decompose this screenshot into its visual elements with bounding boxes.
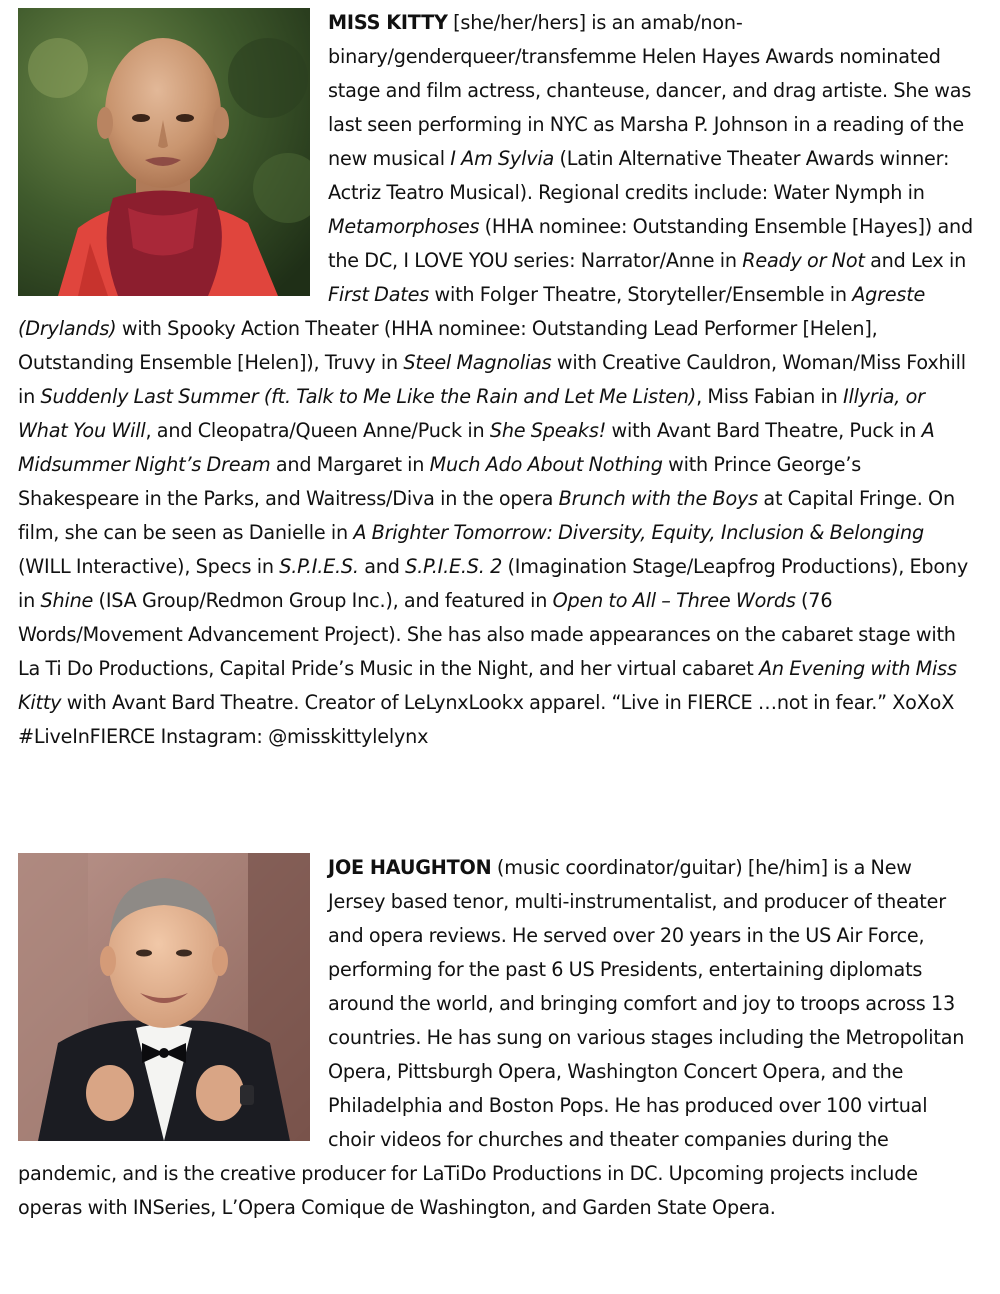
headshot-joe-haughton (18, 853, 310, 1141)
bio-text-miss-kitty: MISS KITTY [she/her/hers] is an amab/non-binary/genderqueer/transfemme Helen Hayes Awards nominated stage and film actress, chanteuse, dancer, and drag artiste. She was last seen performing in NYC as Marsha P. Johnson in a reading of the new musical I Am Sylvia (Latin Alternative Theater Awards winner: Actriz Teatro Musical). Regional credits include: Water Nymph in Metamorphoses (HHA nominee: Outstanding Ensemble [Hayes]) and the DC, I LOVE YOU series: Narrator/Anne in Ready or Not and Lex in First Dates with Folger Theatre, Storyteller/Ensemble in Agreste (Drylands) with Spooky Action Theater (HHA nominee: Outstanding Lead Performer [Helen], Outstanding Ensemble [Helen]), Truvy in Steel Magnolias with Creative Cauldron, Woman/Miss Foxhill in Suddenly Last Summer (ft. Talk to Me Like the Rain and Let Me Listen), Miss Fabian in Illyria, or What You Will, and Cleopatra/Queen Anne/Puck in She Speaks! with Avant Bard Theatre, Puck in A Midsummer Night’s Dream and Margaret in Much Ado About Nothing with Prince George’s Shakespeare in the Parks, and Waitress/Diva in the opera Brunch with the Boys at Capital Fringe. On film, she can be seen as Danielle in A Brighter Tomorrow: Diversity, Equity, Inclusion & Belonging (WILL Interactive), Specs in S.P.I.E.S. and S.P.I.E.S. 2 (Imagination Stage/Leapfrog Productions), Ebony in Shine (ISA Group/Redmon Group Inc.), and featured in Open to All – Three Words (76 Words/Movement Advancement Project). She has also made appearances on the cabaret stage with La Ti Do Productions, Capital Pride’s Music in the Night, and her virtual cabaret An Evening with Miss Kitty with Avant Bard Theatre. Creator of LeLynxLookx apparel. “Live in FIERCE …not in fear.” XoXoX #LiveInFIERCE Instagram: @misskittylelynx (18, 11, 973, 748)
bio-joe-haughton (18, 851, 973, 1225)
name-miss-kitty: MISS KITTY (328, 11, 448, 34)
headshot-miss-kitty (18, 8, 310, 296)
bio-text-joe-haughton: JOE HAUGHTON (music coordinator/guitar) [he/him] is a New Jersey based tenor, multi-instrumentalist, and producer of theater and opera reviews. He served over 20 years in the US Air Force, performing for the past 6 US Presidents, entertaining diplomats around the world, and bringing comfort and joy to troops across 13 countries. He has sung on various stages including the Metropolitan Opera, Pittsburgh Opera, Washington Concert Opera, and the Philadelphia and Boston Pops. He has produced over 100 virtual choir videos for churches and theater companies during the pandemic, and is the creative producer for LaTiDo Productions in DC. Upcoming projects include operas with INSeries, L’Opera Comique de Washington, and Garden State Opera. (18, 856, 965, 1219)
name-joe-haughton: JOE HAUGHTON (328, 856, 492, 879)
bio-miss-kitty (18, 6, 973, 754)
